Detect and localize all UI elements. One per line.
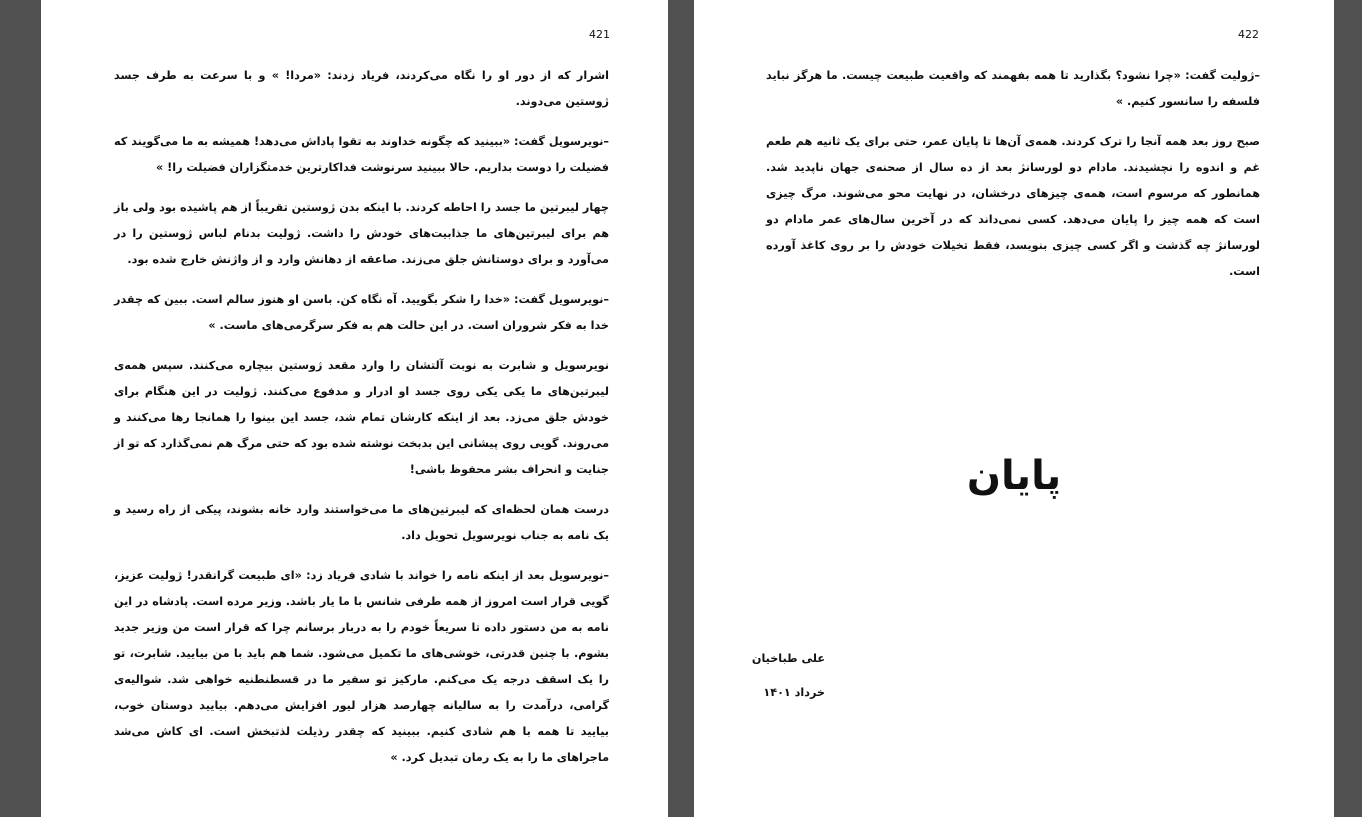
page-number: 422 [1238,28,1259,41]
paragraph: –ژولیت گفت: «چرا نشود؟ بگذارید تا همه بفهمند که واقعیت طبیعت چیست. ما هرگز نباید فلسفه را سانسور کنیم. » [766,69,1260,108]
paragraph: –نویرسویل گفت: «ببینید که چگونه خداوند به تقوا پاداش می‌دهد! همیشه به ما می‌گویند که فضیلت را دوست بداریم. حالا ببینید سرنوشت فداکارترین خدمتگزاران فضیلت را! » [114,135,609,174]
paragraph: صبح روز بعد همه آنجا را ترک کردند. همه‌ی آن‌ها تا پایان عمر، حتی برای یک ثانیه هم طعم غم و اندوه را نچشیدند. مادام دو لورسانژ بعد از ده سال از صحنه‌ی جهان ناپدید شد. همانطور که مرسوم است، همه‌ی چیزهای درخشان، در نهایت محو می‌شوند. مرگ چیزی است که همه چیز را پایان می‌دهد. کسی نمی‌داند که در آخرین سال‌های عمر مادام دو لورسانژ چه گذشت و اگر کسی چیزی بنویسد، فقط تخیلات خودش را بر روی کاغذ آورده است. [766,135,1260,278]
page-number: 421 [589,28,610,41]
page-body [114,63,609,785]
date: خرداد ۱۴۰۱ [763,686,825,699]
paragraph: –نویرسویل بعد از اینکه نامه را خواند با شادی فریاد زد: «ای طبیعت گرانقدر! ژولیت عزیز، گویی قرار است امروز از همه طرفی شانس با ما یار باشد. وزیر مرده است. پادشاه در این نامه به من دستور داده تا سریعاً خودم را به دربار برسانم چرا که قرار است من وزیر جدید بشوم. با چنین قدرتی، خوشی‌های ما تکمیل می‌شود. شما هم باید با من بیایید. شابرت، تو را یک اسقف درجه یک می‌کنم. مارکیز تو سفیر ما در قسطنطنیه خواهی شد. شوالیه‌ی گرامی، درآمدت را به سالیانه چهارصد هزار لیور افزایش می‌دهم. بیایید دوستان خوب، بیایید تا همه با هم شادی کنیم. ببینید که چقدر رذیلت لذتبخش است. ای کاش می‌شد ماجراهای ما را به یک رمان تبدیل کرد. » [114,569,609,764]
paragraph: –نویرسویل گفت: «خدا را شکر بگویید. آه نگاه کن. باسن او هنوز سالم است. ببین که چقدر خدا به فکر شروران است. در این حالت هم به فکر سرگرمی‌های ماست. » [114,293,609,332]
page-421 [41,0,668,817]
author-name: علی طباخیان [751,652,825,665]
page-body [766,63,1260,299]
paragraph: اشرار که از دور او را نگاه می‌کردند، فریاد زدند: «مردا! » و با سرعت به طرف جسد ژوستین می‌دوند. [114,69,609,108]
paragraph: نویرسویل و شابرت به نوبت آلتشان را وارد مقعد ژوستین بیچاره می‌کنند. سپس همه‌ی لیبرتین‌های ما یکی یکی روی جسد او ادرار و مدفوع می‌کنند. ژولیت در این هنگام برای خودش جلق می‌زد. بعد از اینکه کارشان تمام شد، جسد این بینوا را همانجا رها می‌کنند و می‌روند. گویی روی پیشانی این بدبخت نوشته شده بود که حتی مرگ هم نمی‌گذارد که تو از جنایت و انحراف بشر محفوظ باشی! [114,359,609,476]
end-title: پایان [966,453,1062,499]
paragraph: چهار لیبرتین ما جسد را احاطه کردند. با اینکه بدن ژوستین تقریباً از هم پاشیده بود ولی باز هم برای لیبرتین‌های ما جذابیت‌های خودش را داشت. ژولیت بدنام لباس ژوستین را در می‌آورد و برای دوستانش جلق می‌زند. صاعقه از دهانش وارد و از واژنش خارج شده بود. [114,201,609,266]
page-422 [694,0,1334,817]
paragraph: درست همان لحظه‌ای که لیبرتین‌های ما می‌خواستند وارد خانه بشوند، پیکی از راه رسید و یک نامه به جناب نویرسویل تحویل داد. [114,503,609,542]
